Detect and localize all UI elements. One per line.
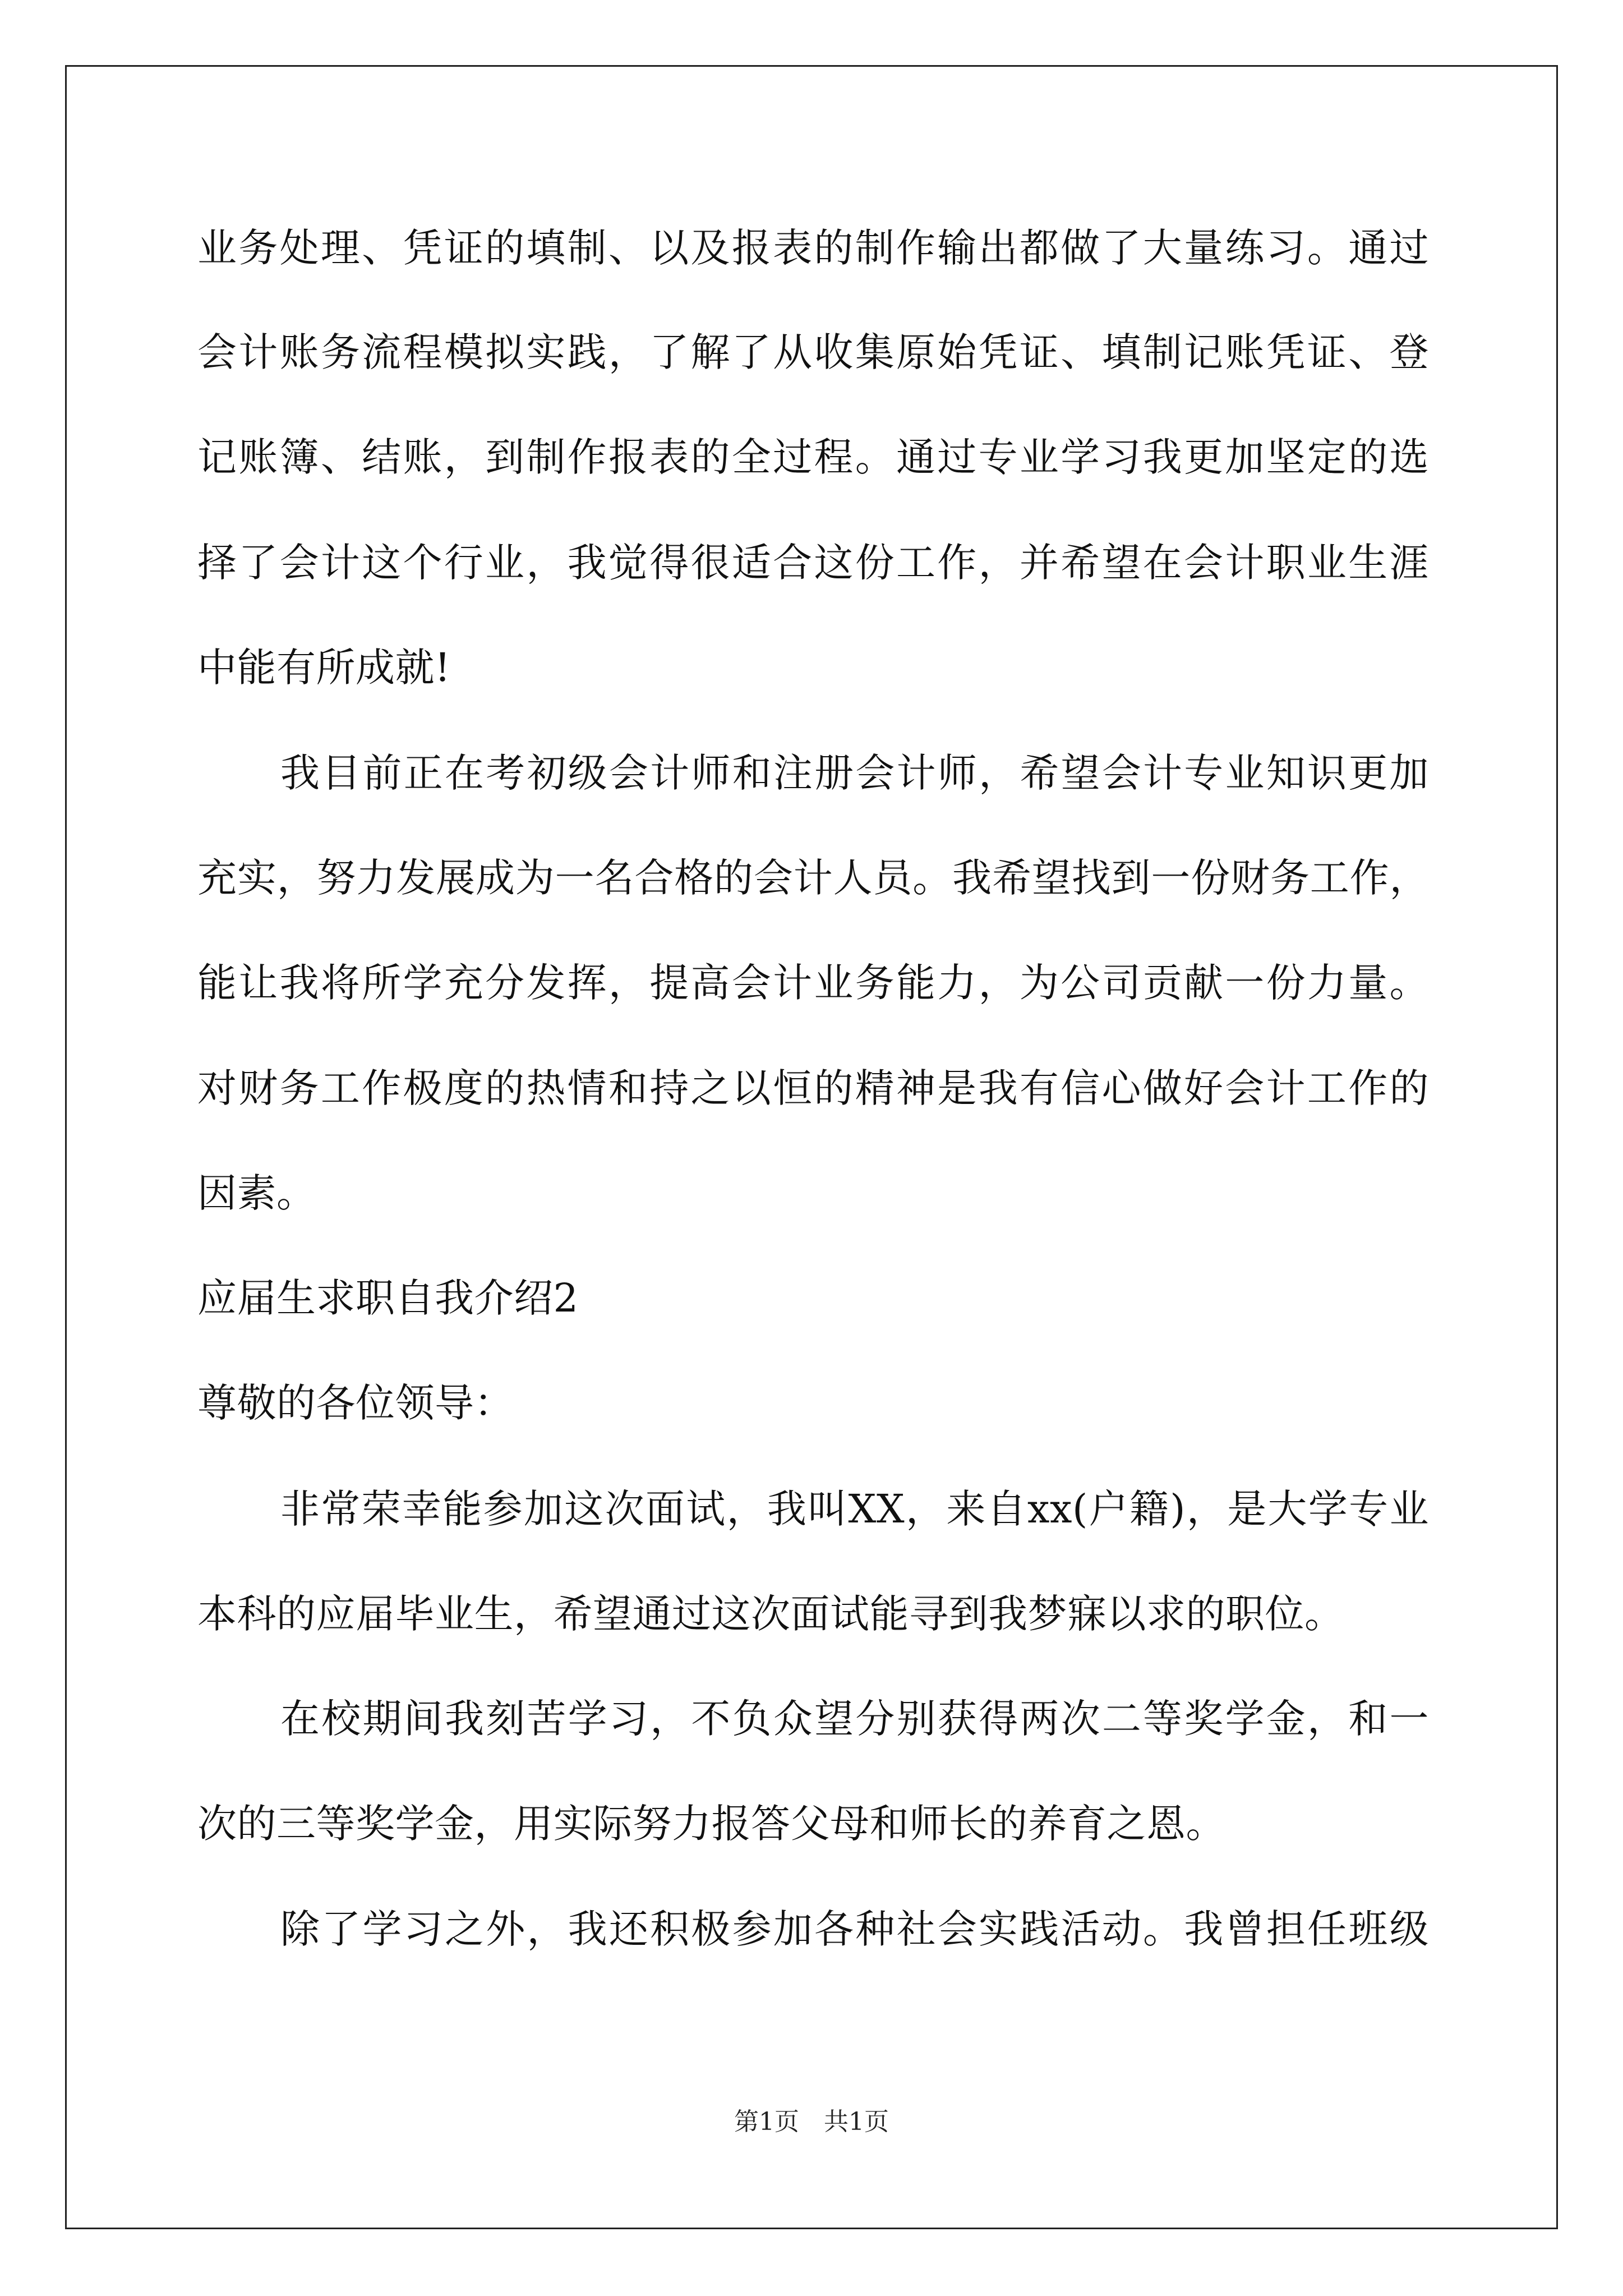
text-line: 本科的应届毕业生，希望通过这次面试能寻到我梦寐以求的职位。: [197, 1591, 1344, 1637]
text-line: 除了学习之外，我还积极参加各种社会实践活动。我曾担任班级: [280, 1906, 1429, 1952]
text-line: 次的三等奖学金，用实际努力报答父母和师长的养育之恩。: [197, 1801, 1225, 1847]
text-line: 因素。: [197, 1170, 316, 1216]
text-line: 会计账务流程模拟实践，了解了从收集原始凭证、填制记账凭证、登: [197, 329, 1429, 375]
text-line: 能让我将所学充分发挥，提高会计业务能力，为公司贡献一份力量。: [197, 960, 1429, 1006]
page-number-footer: 第1页 共1页: [734, 2108, 889, 2136]
text-line: 择了会计这个行业，我觉得很适合这份工作，并希望在会计职业生涯: [197, 540, 1429, 586]
text-line: 中能有所成就!: [197, 645, 451, 691]
text-line: 记账簿、结账，到制作报表的全过程。通过专业学习我更加坚定的选: [197, 434, 1429, 480]
section-heading: 应届生求职自我介绍2: [197, 1275, 579, 1321]
text-line: 非常荣幸能参加这次面试，我叫XX，来自xx(户籍)，是大学专业: [280, 1486, 1429, 1532]
salutation: 尊敬的各位领导：: [197, 1380, 514, 1426]
text-line: 我目前正在考初级会计师和注册会计师，希望会计专业知识更加: [280, 750, 1429, 796]
text-line: 充实，努力发展成为一名合格的会计人员。我希望找到一份财务工作，: [197, 855, 1429, 901]
text-line: 对财务工作极度的热情和持之以恒的精神是我有信心做好会计工作的: [197, 1065, 1429, 1111]
text-line: 在校期间我刻苦学习，不负众望分别获得两次二等奖学金，和一: [280, 1696, 1429, 1742]
text-line: 业务处理、凭证的填制、以及报表的制作输出都做了大量练习。通过: [197, 225, 1429, 271]
